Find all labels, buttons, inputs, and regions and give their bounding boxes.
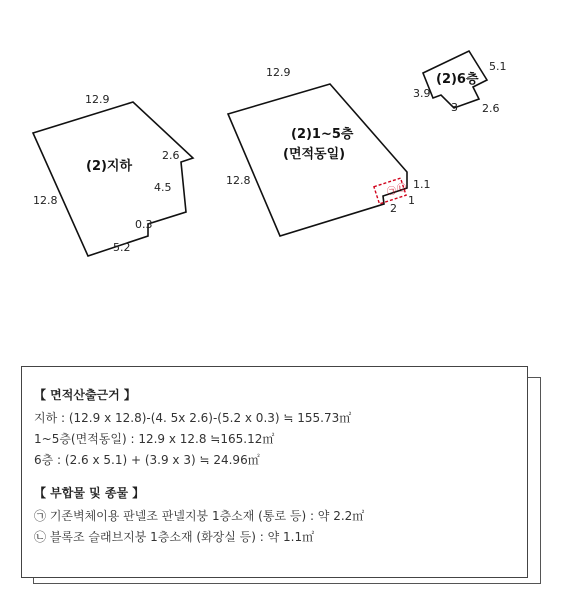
floor6-dim-bottom: 3 bbox=[451, 101, 458, 114]
floor6-label: (2)6층 bbox=[436, 72, 479, 87]
annex-item-1: ㉠ 기존벽체이용 판넬조 판넬지붕 1층소재 (통로 등) : 약 2.2㎡ bbox=[34, 509, 365, 523]
section-spacer bbox=[34, 471, 527, 483]
floors-dim-left: 12.8 bbox=[226, 174, 251, 187]
floor6-dim-top-right: 5.1 bbox=[489, 60, 507, 73]
floors-dim-corner-b: 2 bbox=[390, 202, 397, 215]
floor-6-plan bbox=[413, 51, 507, 115]
area-line-floors-1-5: 1~5층(면적동일) : 12.9 x 12.8 ≒165.12㎡ bbox=[34, 432, 275, 446]
floors-1-5-plan bbox=[226, 66, 431, 236]
floors-label-line2: (면적동일) bbox=[283, 147, 346, 162]
floor6-dim-right: 2.6 bbox=[482, 102, 500, 115]
basement-dim-notch-side: 4.5 bbox=[154, 181, 172, 194]
basement-dim-bottom: 5.2 bbox=[113, 241, 131, 254]
basement-label: (2)지하 bbox=[86, 159, 133, 174]
annex-heading: 【 부합물 및 종물 】 bbox=[34, 486, 145, 500]
basement-dim-step: 0.3 bbox=[135, 218, 153, 231]
area-line-basement: 지하 : (12.9 x 12.8)-(4. 5x 2.6)-(5.2 x 0.3) ≒ 155.73㎡ bbox=[34, 411, 352, 425]
area-calculation-heading: 【 면적산출근거 】 bbox=[34, 388, 136, 402]
floors-label-line1: (2)1~5층 bbox=[291, 127, 354, 142]
basement-dim-left: 12.8 bbox=[33, 194, 58, 207]
basement-dim-top: 12.9 bbox=[85, 93, 110, 106]
basement-outline bbox=[33, 102, 193, 256]
notes-box bbox=[21, 366, 528, 578]
annex-marker-label-1: ㉠ bbox=[387, 187, 397, 197]
floors-dim-corner-c: 1 bbox=[408, 194, 415, 207]
annex-marker-label-2: ㉡ bbox=[397, 184, 407, 194]
annex-item-2: ㉡ 블록조 슬래브지붕 1층소재 (화장실 등) : 약 1.1㎡ bbox=[34, 530, 315, 544]
basement-plan bbox=[33, 93, 193, 256]
floors-dim-corner-a: 1.1 bbox=[413, 178, 431, 191]
area-line-floor-6: 6층 : (2.6 x 5.1) + (3.9 x 3) ≒ 24.96㎡ bbox=[34, 453, 260, 467]
floor6-dim-left: 3.9 bbox=[413, 87, 431, 100]
floors-dim-top: 12.9 bbox=[266, 66, 291, 79]
basement-dim-notch-top: 2.6 bbox=[162, 149, 180, 162]
